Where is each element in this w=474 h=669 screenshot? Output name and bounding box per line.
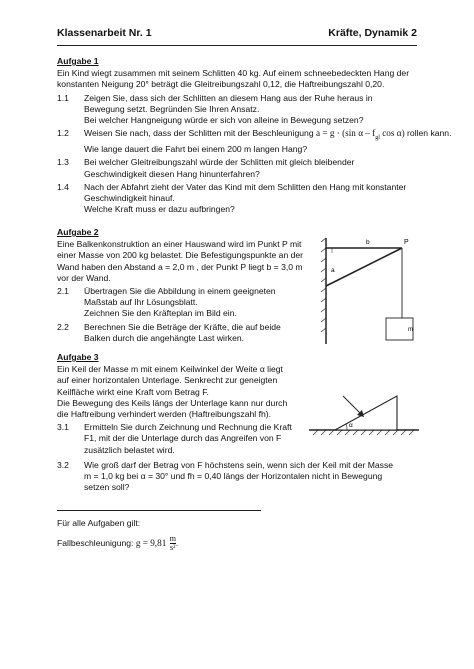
task-1-4 <box>57 182 427 216</box>
task-text-line: Berechnen Sie die Beträge der Kräfte, die auf beide <box>84 321 281 332</box>
unit-denominator: s² <box>170 543 176 553</box>
wedge-figure <box>307 378 421 436</box>
task-text-line: Wie groß darf der Betrag von F höchstens sein, wenn sich der Keil mit der Masse <box>84 460 394 470</box>
label-a: a <box>331 267 335 274</box>
task-text-line: setzen soll? <box>84 482 130 493</box>
header-title: Klassenarbeit Nr. 1 <box>57 27 152 39</box>
task-1-section <box>57 56 452 215</box>
task-2-intro-line: Wand haben den Abstand a = 2,0 m , der Punkt P liegt b = 3,0 m <box>57 261 303 272</box>
ground-hatch <box>321 430 326 435</box>
task-text: rollen kann. <box>407 128 452 139</box>
task-number: 3.2 <box>57 460 69 470</box>
ground-hatch <box>393 430 398 435</box>
label-p: P <box>404 239 409 246</box>
task-number: 1.3 <box>57 157 69 168</box>
task-number: 2.2 <box>57 321 69 332</box>
task-3-1 <box>57 422 305 456</box>
task-3-intro-line: auf einer horizontalen Unterlage. Senkrecht zur geneigten <box>57 375 278 386</box>
task-text-line <box>84 128 452 144</box>
task-3-intro-line: Ein Keil der Masse m mit einem Keilwinkel der Weite α liegt <box>57 364 283 375</box>
task-3-intro-line: Die Bewegung des Keils längs der Unterlage kann nur durch <box>57 397 288 408</box>
task-2-title: Aufgabe 2 <box>57 227 99 237</box>
task-text-line: Zeichnen Sie den Kräfteplan im Bild ein. <box>84 308 237 319</box>
task-2-intro-line: Eine Balkenkonstruktion an einer Hauswand wird im Punkt P mit <box>57 239 302 250</box>
ground-hatch <box>401 430 406 435</box>
task-text-line: Geschwindigkeit hinauf. <box>84 193 175 204</box>
force-arrow-shaft <box>343 396 362 415</box>
task-text-line: zusätzlich belastet wird. <box>84 444 175 455</box>
task-text-line: Übertragen Sie die Abbildung in einem geeigneten <box>84 286 276 297</box>
task-number: 3.1 <box>57 422 69 433</box>
task-number: 2.1 <box>57 286 69 297</box>
header-topic: Kräfte, Dynamik 2 <box>328 27 417 39</box>
task-number: 1.4 <box>57 181 69 192</box>
footer-gravity-line <box>57 535 357 552</box>
footer-divider <box>57 510 261 511</box>
task-number: 1.2 <box>57 128 69 139</box>
wedge-body <box>335 396 397 430</box>
footer-note: Für alle Aufgaben gilt: <box>57 518 141 528</box>
task-1-1 <box>57 93 427 127</box>
label-m: m <box>408 327 413 333</box>
label-alpha: α <box>349 422 353 429</box>
task-2-intro-line: vor der Wand. <box>57 272 111 283</box>
task-text-line: Balken durch die angehängte Last wirken. <box>84 332 245 343</box>
footer-section <box>57 518 357 552</box>
ground-hatch <box>313 430 318 435</box>
task-1-title: Aufgabe 1 <box>57 56 99 66</box>
period: . <box>175 537 179 548</box>
task-text-line: Wie lange dauert die Fahrt bei einem 200 m langen Hang? <box>84 144 308 155</box>
task-3-2-section <box>57 458 422 494</box>
gravity-label: Fallbeschleunigung: <box>57 537 134 548</box>
task-2-1 <box>57 286 307 320</box>
task-3-title: Aufgabe 3 <box>57 352 99 362</box>
ground-hatch <box>353 430 358 435</box>
task-text-line: F1, mit der die Unterlage durch das Angreifen von F <box>84 433 282 444</box>
task-2-intro-line: einer Masse von 200 kg belastet. Die Befestigungspunkte an der <box>57 250 304 261</box>
beam-construction-figure <box>312 234 424 344</box>
formula-subscript: gl <box>375 135 380 142</box>
ground-hatch <box>377 430 382 435</box>
task-number: 1.1 <box>57 92 69 103</box>
task-text-line: Nach der Abfahrt zieht der Vater das Kind mit dem Schlitten den Hang mit konstanter <box>84 181 407 192</box>
ground-hatch <box>369 430 374 435</box>
task-text: Weisen Sie nach, dass der Schlitten mit der Beschleunigung <box>84 128 314 139</box>
task-text-line: Maßstab auf Ihr Lösungsblatt. <box>84 297 198 308</box>
header-divider <box>57 45 417 46</box>
task-3-intro-line: Keilfläche wirkt eine Kraft vom Betrag F. <box>57 386 209 397</box>
gravity-value: g = 9,81 <box>135 537 167 548</box>
task-2-section <box>57 227 307 344</box>
task-text-line: Bei welcher Gleitreibungszahl würde der Schlitten mit gleich bleibender <box>84 157 355 168</box>
unit-numerator: m <box>169 534 176 544</box>
task-1-intro-line: konstanten Neigung 20° beträgt die Gleitreibungszahl 0,12, die Haftreibungszahl 0,20. <box>57 79 385 90</box>
diagonal-beam <box>326 248 402 286</box>
task-text-line: Ermitteln Sie durch Zeichnung und Rechnung die Kraft <box>84 422 292 433</box>
task-text-line: Zeigen Sie, dass sich der Schlitten an diesem Hang aus der Ruhe heraus in <box>84 92 373 103</box>
ground-hatch <box>361 430 366 435</box>
task-3-section <box>57 352 305 456</box>
task-text-line: Welche Kraft muss er dazu aufbringen? <box>84 204 235 215</box>
task-1-2 <box>57 128 452 155</box>
task-text-line: m = 1,0 kg bei α = 30° und fh = 0,40 längs der Horizontalen nicht in Bewegung <box>84 471 383 482</box>
acceleration-formula: a = g · (sin α – $f_{gl}$ cos α) <box>316 128 405 142</box>
ground-hatch <box>385 430 390 435</box>
task-1-intro-line: Ein Kind wiegt zusammen mit seinem Schlitten 40 kg. Auf einem schneebedeckten Hang der <box>57 68 410 79</box>
task-1-3 <box>57 157 427 179</box>
label-b: b <box>366 239 370 246</box>
ground-hatch <box>409 430 414 435</box>
task-text-line: Bei welcher Hangneigung würde er sich von alleine in Bewegung setzen? <box>84 115 364 126</box>
task-3-intro-line: die Haftreibung verhindert werden (Haftreibungszahl fh). <box>57 409 272 420</box>
ground-hatch <box>345 430 350 435</box>
task-text-line: Geschwindigkeit diesen Hang hinunterfahren? <box>84 168 260 179</box>
ground-hatch <box>337 430 342 435</box>
task-2-2 <box>57 322 307 344</box>
task-3-2 <box>57 460 422 494</box>
task-text-line: Bewegung setzt. Begründen Sie Ihren Ansatz. <box>84 103 260 114</box>
ground-hatch <box>329 430 334 435</box>
